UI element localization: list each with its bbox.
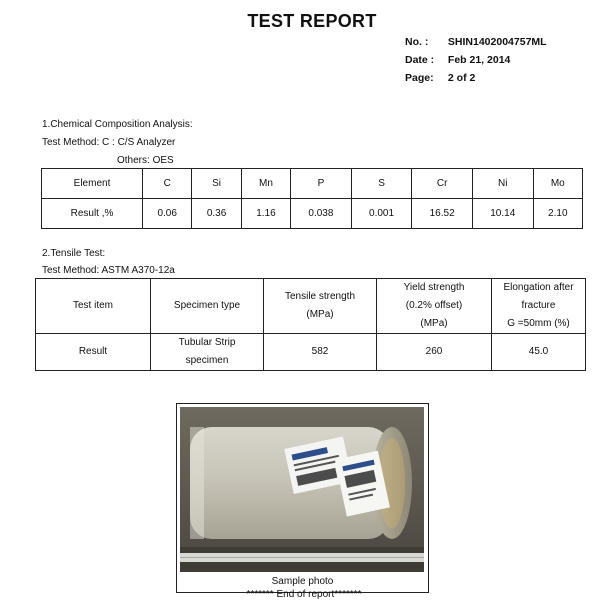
result-cell: 1.16 — [241, 199, 290, 229]
result-label: Result — [36, 334, 151, 371]
specimen-type-header: Specimen type — [151, 279, 264, 334]
result-cell: 16.52 — [412, 199, 473, 229]
sample-photo-image — [180, 407, 424, 572]
element-cell: S — [351, 169, 412, 199]
specimen-type-value: Tubular Strip specimen — [151, 334, 264, 371]
yield-strength-header: Yield strength (0.2% offset) (MPa) — [377, 279, 492, 334]
element-row — [42, 169, 583, 199]
chemical-method: Test Method: C : C/S Analyzer — [42, 137, 176, 148]
report-number: No. : SHIN1402004757ML — [405, 36, 547, 48]
element-cell: Ni — [472, 169, 533, 199]
result-cell: 0.038 — [291, 199, 352, 229]
result-cell: 0.36 — [192, 199, 241, 229]
tensile-heading: 2.Tensile Test: — [42, 248, 106, 259]
element-header: Element — [42, 169, 143, 199]
elongation-value: 45.0 — [492, 334, 586, 371]
tensile-result-row — [36, 334, 586, 371]
report-meta — [405, 33, 547, 87]
chemical-table — [41, 168, 583, 229]
result-cell: 0.001 — [351, 199, 412, 229]
chemical-others: Others: OES — [117, 155, 174, 166]
photo-caption: Sample photo — [271, 576, 334, 587]
yield-strength-value: 260 — [377, 334, 492, 371]
tensile-method: Test Method: ASTM A370-12a — [42, 265, 175, 276]
element-cell: Si — [192, 169, 241, 199]
result-cell: 0.06 — [143, 199, 192, 229]
result-header: Result ,% — [42, 199, 143, 229]
report-date: Date : Feb 21, 2014 — [405, 54, 511, 66]
element-cell: Cr — [412, 169, 473, 199]
tensile-strength-header: Tensile strength (MPa) — [264, 279, 377, 334]
element-cell: P — [291, 169, 352, 199]
chemical-heading: 1.Chemical Composition Analysis: — [42, 119, 193, 130]
result-row — [42, 199, 583, 229]
tensile-strength-value: 582 — [264, 334, 377, 371]
tensile-table — [35, 278, 586, 371]
result-cell: 10.14 — [472, 199, 533, 229]
element-cell: C — [143, 169, 192, 199]
result-cell: 2.10 — [533, 199, 582, 229]
element-cell: Mo — [533, 169, 582, 199]
report-page: Page: 2 of 2 — [405, 72, 476, 84]
test-item-header: Test item — [36, 279, 151, 334]
element-cell: Mn — [241, 169, 290, 199]
sample-photo — [180, 407, 424, 572]
sample-photo-frame — [176, 403, 429, 593]
end-of-report: ******* End of report******* — [246, 589, 362, 600]
tensile-header-row — [36, 279, 586, 334]
report-title: TEST REPORT — [247, 11, 377, 31]
elongation-header: Elongation after fracture G =50mm (%) — [492, 279, 586, 334]
